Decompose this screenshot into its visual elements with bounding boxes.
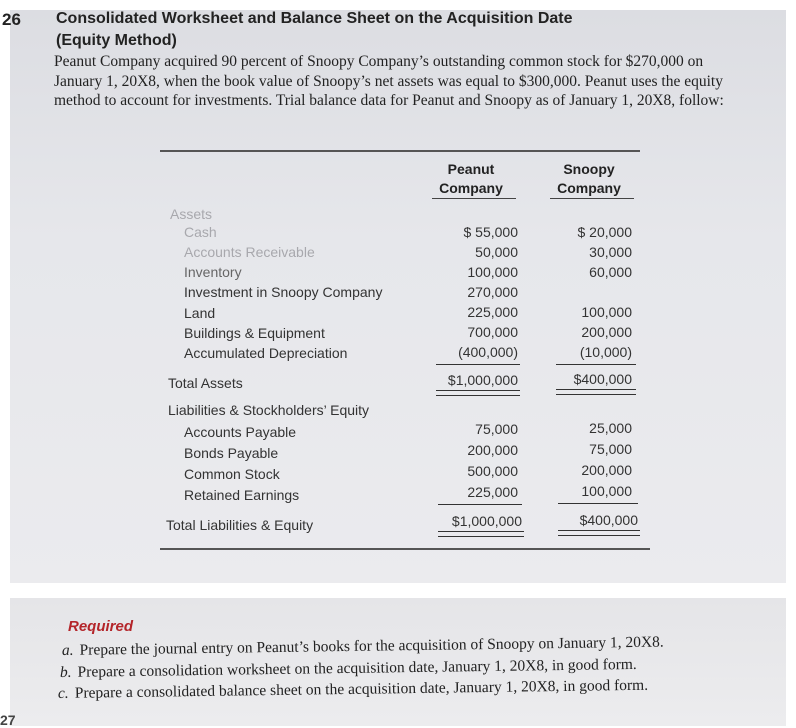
row-label: Cash [184,224,217,240]
header-rule-snoopy [550,198,634,199]
row-label: Retained Earnings [184,487,300,503]
snoopy-value: 25,000 [589,420,632,436]
total-double-rule-snoopy [558,530,640,536]
required-item-text: Prepare a consolidated balance sheet on the acquisition date, January 1, 20X8, in good form. [74,676,649,702]
row-label: Accumulated Depreciation [184,345,348,361]
subtotal-rule-peanut [438,504,522,505]
total-double-rule-snoopy [556,389,636,395]
peanut-value: 50,000 [475,244,518,260]
row-label: Bonds Payable [184,445,279,461]
header-rule-peanut [432,198,516,199]
table-top-rule [160,150,640,152]
assets-heading: Assets [170,206,213,222]
snoopy-value: 100,000 [581,483,632,499]
snoopy-value: $ 20,000 [577,224,632,240]
table-bottom-rule [160,548,650,550]
required-item-letter: c. [57,684,69,702]
total-assets-peanut: $1,000,000 [447,372,518,388]
required-item-text: Prepare a consolidation worksheet on the acquisition date, January 1, 20X8, in good form. [77,655,637,681]
column-header-snoopy: Snoopy Company [557,161,621,196]
total-liabilities-peanut: $1,000,000 [451,513,522,529]
row-label: Land [184,305,216,321]
row-label: Buildings & Equipment [184,325,325,341]
snoopy-value: 30,000 [589,244,632,260]
total-liabilities-snoopy: $400,000 [579,512,638,528]
row-label: Accounts Payable [184,424,297,440]
row-label: Accounts Receivable [184,244,315,260]
snoopy-value: 100,000 [581,304,632,320]
snoopy-value: 200,000 [581,462,632,478]
peanut-value: 100,000 [467,264,518,280]
total-double-rule-peanut [436,390,520,396]
subtotal-rule-peanut [436,364,520,365]
row-label: Inventory [184,264,242,280]
problem-number: 26 [2,10,21,29]
required-item-text: Prepare the journal entry on Peanut’s books for the acquisition of Snoopy on January 1, 20X8. [79,633,664,659]
total-assets-snoopy: $400,000 [573,371,632,387]
subtotal-rule-snoopy [558,503,638,504]
snoopy-value: 60,000 [589,264,632,280]
total-double-rule-peanut [438,531,524,537]
peanut-value: 200,000 [467,442,518,458]
next-problem-number: 27 [0,712,16,728]
peanut-value: $ 55,000 [463,224,518,240]
required-item-letter: a. [61,641,74,659]
required-heading: Required [68,618,134,635]
problem-title-line2: (Equity Method) [56,32,177,49]
peanut-value: 500,000 [467,463,518,479]
snoopy-value: (10,000) [579,344,632,360]
total-assets-label: Total Assets [168,375,243,391]
problem-title [56,8,573,52]
required-item-letter: b. [59,663,72,681]
column-header-peanut: Peanut Company [439,161,503,196]
row-label: Investment in Snoopy Company [184,284,383,300]
problem-title-line1: Consolidated Worksheet and Balance Sheet on the Acquisition Date [56,10,573,27]
snoopy-value: 75,000 [589,441,632,457]
liabilities-heading: Liabilities & Stockholders’ Equity [168,402,370,418]
peanut-value: 225,000 [467,484,518,500]
row-label: Common Stock [184,466,280,482]
subtotal-rule-snoopy [556,364,636,365]
peanut-value: (400,000) [458,344,518,360]
total-liabilities-label: Total Liabilities & Equity [166,517,314,533]
peanut-value: 270,000 [467,284,518,300]
problem-intro: Peanut Company acquired 90 percent of Snoopy Company’s outstanding common stock for $270,000 on January 1, 20X8, when the book value of Snoopy’s net assets was equal to $300,000. Peanut uses the equity method to account for investments. Trial balance data for Peanut and Snoopy as of January 1, 20X8, follow: [54,53,724,109]
snoopy-value: 200,000 [581,324,632,340]
peanut-value: 75,000 [475,421,518,437]
peanut-value: 700,000 [467,324,518,340]
peanut-value: 225,000 [467,304,518,320]
